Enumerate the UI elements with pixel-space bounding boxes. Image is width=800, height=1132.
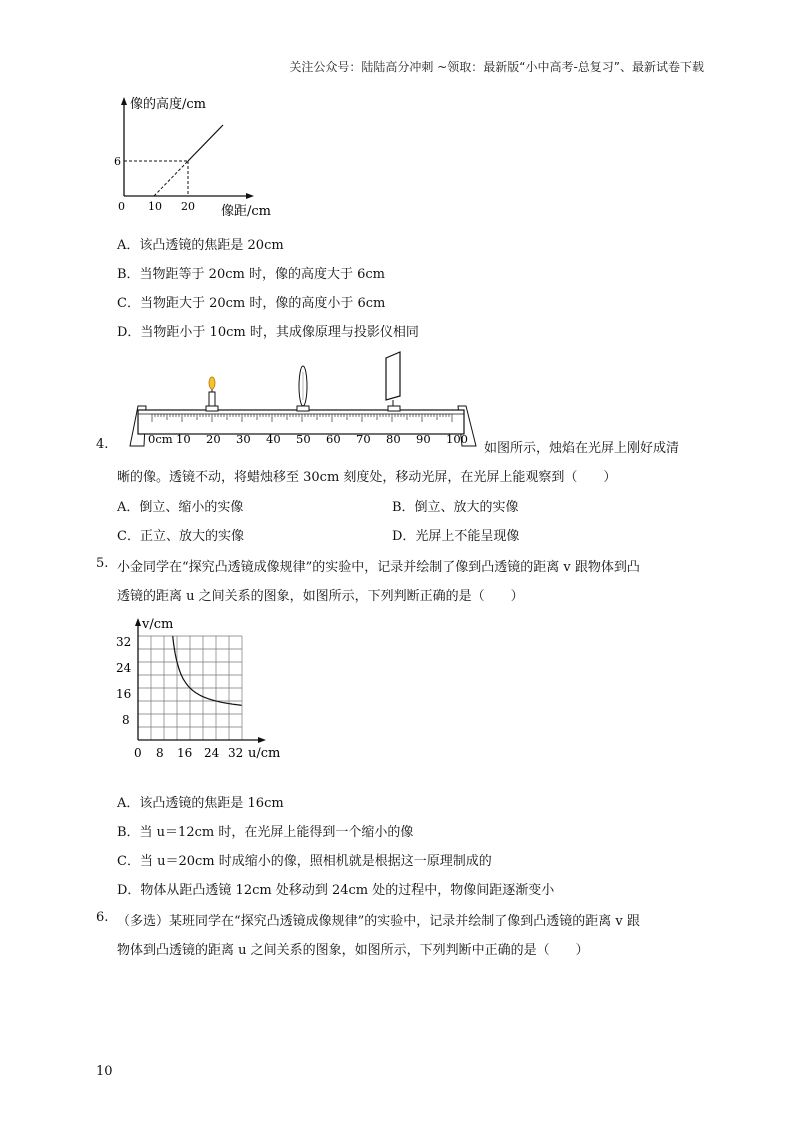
tick-y-6: 6 [114,155,121,168]
ruler-label: 60 [326,432,341,446]
y-axis-arrow [121,97,127,105]
q3-option-b: B．当物距等于 20cm 时，像的高度大于 6cm [117,267,385,282]
tick-x-0: 0 [118,200,125,213]
q4-option-b: B．倒立、放大的实像 [392,500,519,515]
q4-option-c: C．正立、放大的实像 [117,529,244,544]
q6-text-line2: 物体到凸透镜的距离 u 之间关系的图象，如图所示，下列判断中正确的是（ ） [117,943,589,958]
tick-x-24: 24 [204,746,220,760]
ruler-label: 50 [296,432,311,446]
q6-number: 6. [96,910,109,925]
tick-x-10: 10 [148,200,162,213]
x-axis-label: u/cm [248,746,281,761]
chart-v-u [110,616,300,766]
v-u-curve [173,636,242,705]
tick-y-24: 24 [116,661,132,675]
tick-y-32: 32 [116,635,132,649]
q5-option-a: A．该凸透镜的焦距是 16cm [117,796,284,811]
light-screen [386,352,400,411]
ruler-label: 80 [386,432,401,446]
q3-option-c: C．当物距大于 20cm 时，像的高度小于 6cm [117,296,386,311]
x-axis-arrow [258,737,266,743]
tick-x-20: 20 [181,200,195,213]
y-axis-label: 像的高度/cm [130,97,206,112]
candle-flame [209,377,215,389]
y-axis-arrow [135,618,141,626]
chart-image-height [108,92,288,222]
ruler-label: 0cm [148,432,173,446]
ruler-label: 90 [416,432,431,446]
x-axis-label: 像距/cm [221,204,271,219]
ruler-label: 10 [176,432,191,446]
ruler-label: 100 [446,432,468,446]
optical-bench-figure [124,348,484,453]
ruler-label: 30 [236,432,251,446]
page-number: 10 [96,1064,113,1079]
ruler-label: 70 [356,432,371,446]
q4-option-d: D．光屏上不能呈现像 [392,529,520,544]
q4-text-line2: 晰的像。透镜不动，将蜡烛移至 30cm 刻度处，移动光屏，在光屏上能观察到（ ） [117,470,617,485]
tick-x-32: 32 [228,746,244,760]
tick-x-0: 0 [134,746,142,760]
tick-y-16: 16 [116,687,132,701]
q4-number: 4. [96,437,109,452]
candle [206,377,218,411]
q4-option-a: A．倒立、缩小的实像 [117,500,244,515]
q5-text-line1: 小金同学在“探究凸透镜成像规律”的实验中，记录并绘制了像到凸透镜的距离 v 跟物体到凸 [117,560,640,575]
q5-number: 5. [96,556,109,571]
q3-option-d: D．当物距小于 10cm 时，其成像原理与投影仪相同 [117,325,419,340]
ruler-label: 20 [206,432,221,446]
convex-lens [297,366,309,411]
line-dashed-part [154,161,188,196]
q3-option-a: A．该凸透镜的焦距是 20cm [117,238,284,253]
page-header: 关注公众号：陆陆高分冲刺 ~领取：最新版“小中高考-总复习”、最新试卷下载 [289,60,704,74]
ruler-label: 40 [266,432,281,446]
q5-text-line2: 透镜的距离 u 之间关系的图象，如图所示，下列判断正确的是（ ） [117,589,524,604]
tick-y-8: 8 [122,713,130,727]
q5-option-d: D．物体从距凸透镜 12cm 处移动到 24cm 处的过程中，物像间距逐渐变小 [117,883,555,898]
y-axis-label: v/cm [142,617,174,632]
x-axis-arrow [246,193,254,199]
q5-option-b: B．当 u＝12cm 时，在光屏上能得到一个缩小的像 [117,825,414,840]
line-solid-part [188,125,223,161]
tick-x-8: 8 [156,746,164,760]
q5-option-c: C．当 u＝20cm 时成缩小的像，照相机就是根据这一原理制成的 [117,854,492,869]
tick-x-16: 16 [177,746,193,760]
q4-text-line1: 如图所示，烛焰在光屏上刚好成清 [484,441,680,456]
q6-text-line1: （多选）某班同学在“探究凸透镜成像规律”的实验中，记录并绘制了像到凸透镜的距离 v 跟 [117,914,640,929]
